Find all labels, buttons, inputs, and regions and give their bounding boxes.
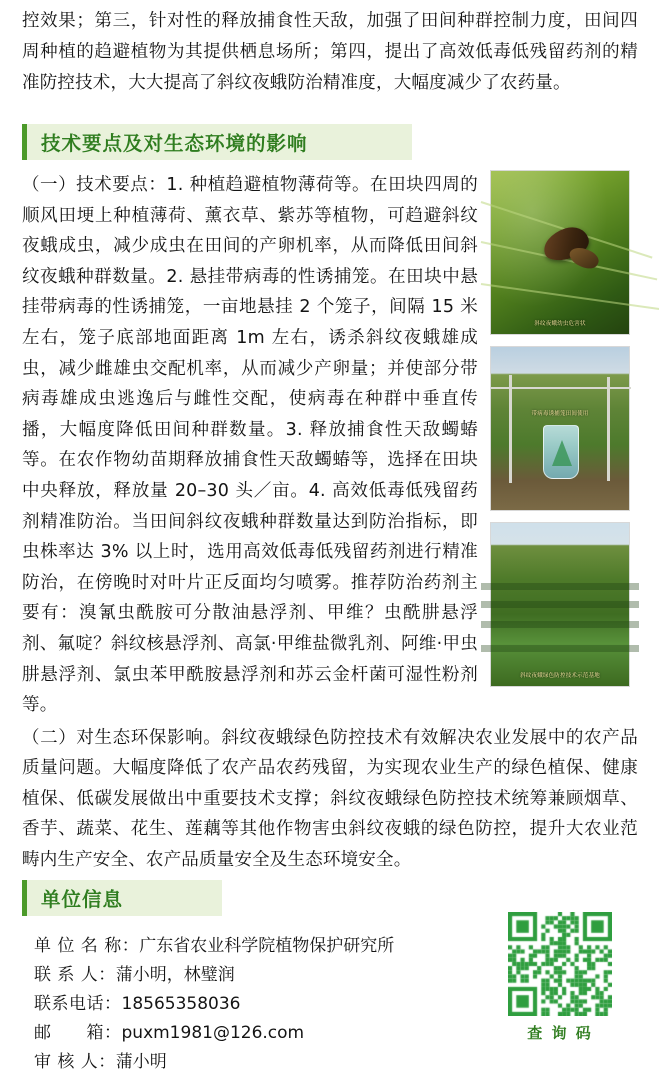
unit-info-row-name — [34, 932, 454, 961]
qr-code-label: 查 询 码 — [527, 1024, 593, 1042]
qr-code-block — [500, 912, 620, 1043]
trap-field-photo — [490, 346, 630, 511]
photo-column — [490, 170, 638, 698]
unit-info-label: 联系电话： — [34, 994, 122, 1014]
technical-points-paragraph: （一）技术要点：1. 种植趋避植物薄荷等。在田块四周的顺风田埂上种植薄荷、薰衣草、紫苏等植物，可趋避斜纹夜蛾成虫，减少成虫在田间的产卵机率，从而降低田间斜纹夜蛾种群数量。2. 悬挂带病毒的性诱捕笼。在田块中悬挂带病毒的性诱捕笼，一亩地悬挂 2 个笼子，间隔 15 米左右，笼子底部地面距离 1m 左右，诱杀斜纹夜蛾雄成虫，减少雌雄虫交配机率，从而减少产卵量；并使部分带病毒雄成虫逃逸后与雌性交配，使病毒在种群中垂直传播，大幅度降低田间种群数量。3. 释放捕食性天敌蠋蝽等。在农作物幼苗期释放捕食性天敌蠋蝽等，选择在田块中央释放，释放量 20–30 头／亩。4. 高效低毒低残留药剂精准防治。当田间斜纹夜蛾种群数量达到防治指标，即虫株率达 3% 以上时，选用高效低毒低残留药剂进行精准防治，在傍晚时对叶片正反面均匀喷雾。推荐防治药剂主要有：溴氰虫酰胺可分散油悬浮剂、甲维？虫酰肼悬浮剂、氟啶？斜纹核悬浮剂、高氯·甲维盐微乳剂、阿维·甲虫肼悬浮剂、氯虫苯甲酰胺悬浮剂和苏云金杆菌可湿性粉剂等。 — [22, 175, 478, 716]
eco-impact-paragraph: （二）对生态环保影响。斜纹夜蛾绿色防控技术有效解决农业发展中的农产品质量问题。大幅度降低了农产品农药残留，为实现农业生产的绿色植保、健康植保、低碳发展做出中重要技术支撑；斜纹夜蛾绿色防控技术统筹兼顾烟草、香芋、蔬菜、花生、莲藕等其他作物害虫斜纹夜蛾的绿色防控，提升大农业范畴内生产安全、农产品质量安全及生态环境安全。 — [22, 727, 638, 871]
unit-info-value: 蒲小明，林璧润 — [115, 965, 235, 985]
leaf-pest-photo — [490, 170, 630, 335]
unit-info-label: 邮 箱： — [34, 1023, 122, 1043]
unit-info-value: 18565358036 — [121, 994, 241, 1014]
crop-row — [481, 621, 639, 628]
unit-info-row-phone — [34, 990, 454, 1019]
photo-caption: 带病毒诱捕笼田间使用 — [531, 411, 589, 417]
unit-info-value: 广东省农业科学院植物保护研究所 — [139, 936, 395, 956]
unit-info-row-contact — [34, 961, 454, 990]
crop-field-photo — [490, 522, 630, 687]
unit-info-row-reviewer — [34, 1048, 454, 1077]
crop-row — [481, 601, 639, 608]
unit-info-row-email — [34, 1019, 454, 1048]
trap-wire — [491, 387, 631, 389]
unit-info-value: 蒲小明 — [115, 1052, 167, 1072]
section-heading-label: 单位信息 — [41, 888, 124, 911]
section-heading-label: 技术要点及对生态环境的影响 — [41, 132, 308, 155]
section-heading-technical-points — [22, 124, 412, 160]
crop-row — [481, 583, 639, 590]
unit-info-value: puxm1981@126.com — [121, 1023, 305, 1043]
photo-caption: 斜纹夜蛾绿色防控技术示范基地 — [520, 673, 600, 679]
section-heading-unit-info — [22, 880, 222, 916]
photo-caption: 斜纹夜蛾幼虫危害状 — [534, 321, 586, 327]
leaf-vein — [481, 283, 659, 310]
crop-row — [481, 645, 639, 652]
pheromone-trap — [543, 425, 579, 479]
unit-info-label: 联 系 人： — [34, 965, 116, 985]
intro-paragraph: 控效果；第三，针对性的释放捕食性天敌，加强了田间种群控制力度，田间四周种植的趋避植物为其提供栖息场所；第四，提出了高效低毒低残留药剂的精准防控技术，大大提高了斜纹夜蛾防治精准度，大幅度减少了农药量。 — [22, 11, 638, 93]
unit-info-label: 审 核 人： — [34, 1052, 116, 1072]
unit-info-block — [34, 932, 454, 1077]
unit-info-label: 单 位 名 称： — [34, 936, 140, 956]
body-content — [22, 170, 638, 876]
qr-code-icon[interactable] — [508, 912, 612, 1016]
